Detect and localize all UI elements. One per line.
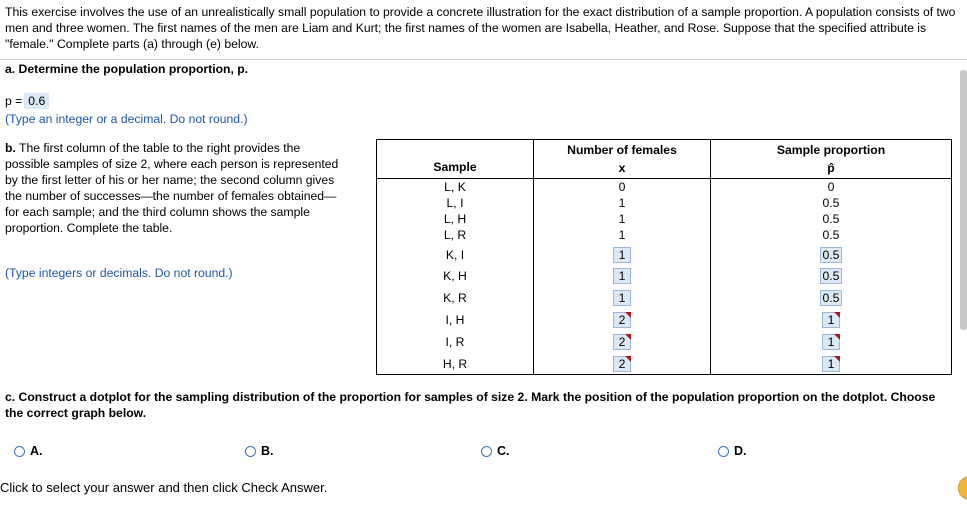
flag-icon <box>834 312 840 318</box>
part-a-hint: (Type an integer or a decimal. Do not round.) <box>5 112 248 126</box>
part-a-question: a. Determine the population proportion, p. <box>5 62 249 76</box>
p-answer-field[interactable]: 0.6 <box>24 93 49 109</box>
p-answer-field[interactable]: 0.5 <box>820 290 843 306</box>
table-row-x: 0 <box>618 180 626 194</box>
table-row-p: 0 <box>827 180 835 194</box>
option-b[interactable]: B. <box>245 444 274 458</box>
x-answer-field[interactable]: 2 <box>613 312 631 328</box>
option-d[interactable]: D. <box>718 444 747 458</box>
p-answer-field[interactable]: 1 <box>822 334 840 350</box>
flag-icon <box>834 334 840 340</box>
help-icon[interactable] <box>958 476 967 500</box>
flag-icon <box>625 334 631 340</box>
footer-instruction: Click to select your answer and then click Check Answer. <box>0 480 328 495</box>
table-row-sample: I, R <box>445 335 465 349</box>
x-answer-field[interactable]: 1 <box>613 247 631 263</box>
p-answer-field[interactable]: 0.5 <box>820 268 843 284</box>
x-answer-field[interactable]: 1 <box>613 290 631 306</box>
table-row-sample: L, I <box>446 196 464 210</box>
table-row-sample: L, R <box>443 228 467 242</box>
table-row-x: 1 <box>618 228 626 242</box>
p-answer-line <box>5 93 49 109</box>
radio-icon[interactable] <box>14 446 25 457</box>
x-answer-field[interactable]: 2 <box>613 356 631 372</box>
x-answer-field[interactable]: 2 <box>613 334 631 350</box>
option-a[interactable]: A. <box>14 444 43 458</box>
radio-icon[interactable] <box>718 446 729 457</box>
x-symbol: x <box>618 161 626 175</box>
table-row-x: 1 <box>618 212 626 226</box>
table-row-sample: K, R <box>443 291 467 305</box>
p-label: p = <box>5 94 23 108</box>
table-row-sample: L, H <box>443 212 467 226</box>
divider <box>0 59 967 60</box>
part-b-question: b. The first column of the table to the right provides the possible samples of size 2, where each person is represented by the first letter of his or her name; the second column gives the number of successes—the number of females obtained—for each sample; and the third column shows the sample proportion. Complete the table. <box>5 141 339 235</box>
p-answer-field[interactable]: 0.5 <box>820 247 843 263</box>
table-row-sample: K, H <box>443 269 467 283</box>
table-row-x: 1 <box>618 196 626 210</box>
part-c-question: c. Construct a dotplot for the sampling distribution of the proportion for samples of size 2. Mark the position of the population proportion on the dotplot. Choose the correct graph below. <box>5 390 936 420</box>
samples-table <box>376 139 952 375</box>
radio-icon[interactable] <box>481 446 492 457</box>
radio-icon[interactable] <box>245 446 256 457</box>
sample-header: Sample <box>433 160 477 174</box>
p-hat-symbol: p̂ <box>827 161 835 175</box>
table-row-sample: L, K <box>444 180 466 194</box>
p-answer-field[interactable]: 1 <box>822 312 840 328</box>
scrollbar[interactable] <box>960 70 967 330</box>
flag-icon <box>625 356 631 362</box>
table-row-sample: H, R <box>442 357 468 371</box>
part-b-hint: (Type integers or decimals. Do not round.) <box>5 266 233 280</box>
females-header: Number of females <box>567 143 677 157</box>
exercise-intro: This exercise involves the use of an unrealistically small population to provide a concrete illustration for the exact distribution of a sample proportion. A population consists of two men and three women. The first names of the men are Liam and Kurt; the first names of the women are Isabella, Heather, and Rose. Suppose that the specified attribute is "female." Complete parts (a) through (e) below. <box>5 5 956 51</box>
option-c[interactable]: C. <box>481 444 510 458</box>
table-row-sample: K, I <box>445 248 465 262</box>
table-row-sample: I, H <box>445 313 465 327</box>
x-answer-field[interactable]: 1 <box>613 268 631 284</box>
table-row-p: 0.5 <box>822 228 840 242</box>
proportion-header: Sample proportion <box>776 143 886 157</box>
flag-icon <box>834 356 840 362</box>
p-answer-field[interactable]: 1 <box>822 356 840 372</box>
table-row-p: 0.5 <box>822 212 840 226</box>
table-row-p: 0.5 <box>822 196 840 210</box>
flag-icon <box>625 312 631 318</box>
